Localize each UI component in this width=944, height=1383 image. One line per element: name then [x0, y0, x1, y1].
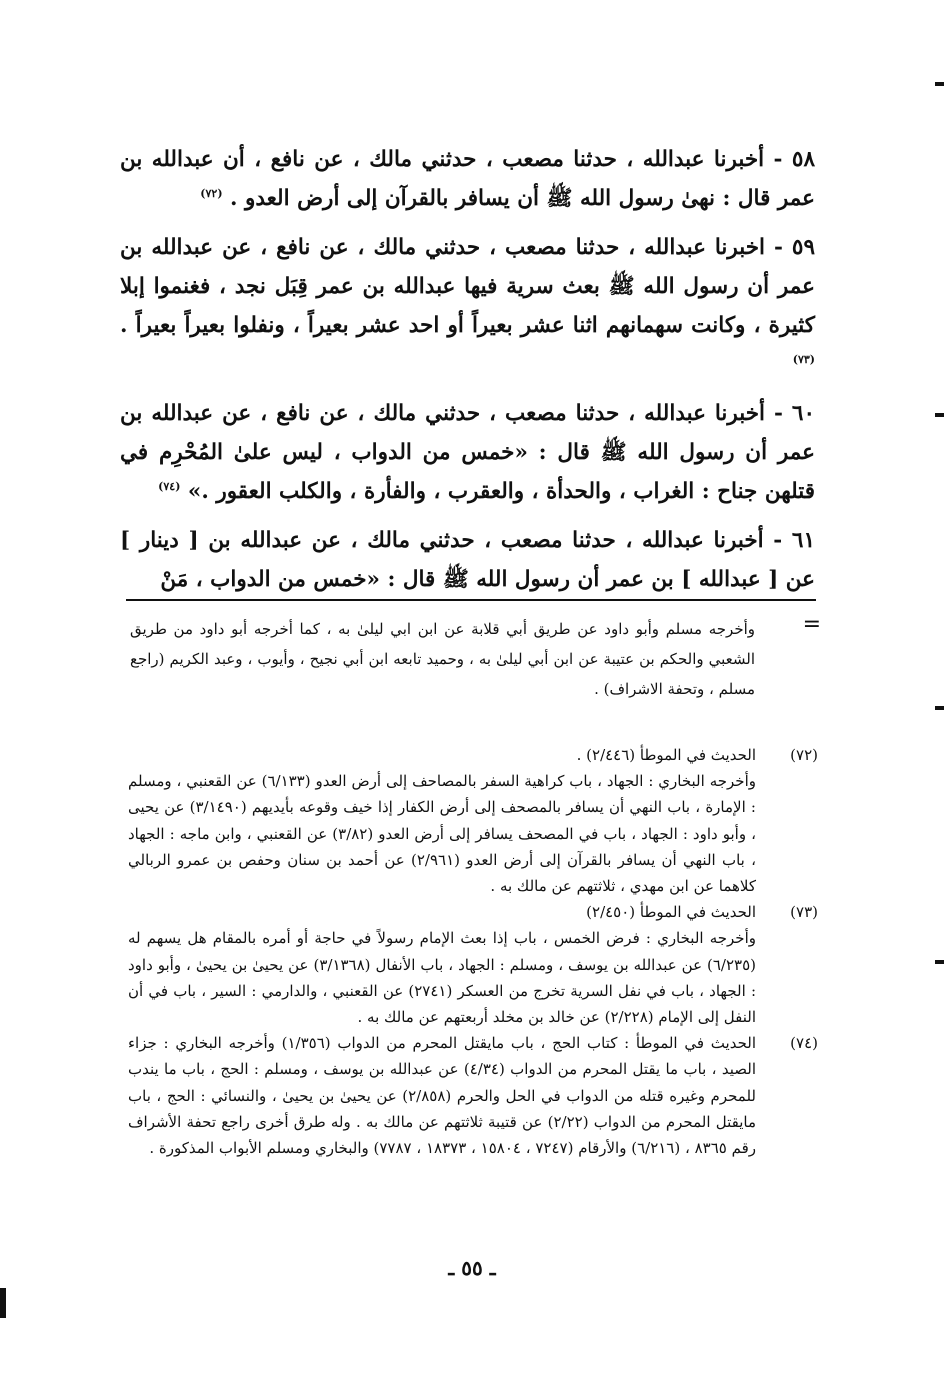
footnote-72	[128, 742, 818, 899]
footnote-number: (٧٤)	[790, 1034, 818, 1053]
edge-tick-mid	[935, 413, 944, 417]
page-number: ـ ٥٥ ـ	[448, 1256, 496, 1280]
hadith-59	[120, 228, 815, 384]
hadith-60-text: ٦٠ - أخبرنا عبدالله ، حدثنا مصعب ، حدثني مالك ، عن نافع ، عن عبدالله بن عمر أن رسول الله ﷺ قال : «خمس من الدواب ، ليس علىٰ المُحْرِم في قتلهن جناح : الغراب ، والحدأة ، والعقرب ، والفأرة ، والكلب العقور .»	[120, 401, 815, 504]
footnote-ref-74: (٧٤)	[158, 479, 181, 493]
hadith-59-text: ٥٩ - اخبرنا عبدالله ، حدثنا مصعب ، حدثني مالك ، عن نافع ، عن عبدالله بن عمر أن رسول الله ﷺ بعث سرية فيها عبدالله بن عمر قِبَل نجد ، فغنموا إبلا كثيرة ، وكانت سهمانهم اثنا عشر بعيراً أو احد عشر بعيراً ، ونفلوا بعيراً بعيراً .	[120, 235, 815, 338]
edge-tick-top	[935, 82, 944, 86]
footnote-ref-73: (٧٣)	[792, 352, 815, 366]
hadith-60	[120, 394, 815, 511]
footnote-separator	[126, 599, 816, 601]
hadith-61-text: ٦١ - أخبرنا عبدالله ، حدثنا مصعب ، حدثني مالك ، عن عبدالله بن [ دينار ] عن [ عبدالله ] بن عمر أن رسول الله ﷺ قال : «خمس من الدواب ، مَنْ	[120, 528, 815, 592]
footnote-number: (٧٢)	[790, 746, 818, 764]
footnote-line: وأخرجه البخاري : الجهاد ، باب كراهية السفر بالمصاحف إلى أرض العدو (٦/١٣٣) عن القعنبي ، ومسلم : الإمارة ، باب النهي أن يسافر بالمصحف إلى أرض الكفار إذا خيف وقوعه بأيديهم (٣/١٤٩٠) عن يحيى ، وأبو داود : الجهاد ، باب في المصحف يسافر إلى أرض العدو (٣/٨٢) عن القعنبي ، وابن ماجه : الجهاد ، باب النهي أن يسافر بالقرآن إلى أرض العدو (٢/٩٦١) عن أحمد بن سنان وحفص بن عمرو الربالي كلاهما عن ابن مهدي ، ثلاثتهم عن مالك به .	[128, 772, 756, 896]
footnote-line: الحديث في الموطأ (٢/٤٥٠)	[586, 903, 756, 922]
edge-tick-bottom	[935, 960, 944, 964]
continued-footnote: وأخرجه مسلم وأبو داود عن طريق أبي قلابة عن ابن ابي ليلىٰ به ، كما أخرجه أبو داود من طريق الشعبي والحكم بن عتيبة عن ابن أبي ليلىٰ به ، وحميد تابعه ابن أبي نجيح ، وأيوب ، وعبد الكريم (راجع مسلم ، وتحفة الاشراف) .	[130, 620, 755, 698]
footnotes	[128, 742, 818, 1161]
hadith-text-block	[120, 140, 815, 609]
footnote-number: (٧٣)	[790, 903, 818, 922]
left-edge-mark	[0, 1288, 6, 1318]
hadith-58	[120, 140, 815, 218]
footnote-line: وأخرجه البخاري : فرض الخمس ، باب إذا بعث الإمام رسولاً في حاجة أو أمره بالمقام هل يسهم له (٦/٢٣٥) عن عبدالله بن يوسف ، ومسلم : الجهاد ، باب الأنفال (٣/١٣٦٨) عن يحيىٰ بن يحيىٰ ، وأبو داود : الجهاد ، باب في نفل السرية تخرج من العسكر (٢٧٤١) عن القعنبي ، والدارمي : السير ، باب في أن النفل إلى الإمام (٢/٢٢٨) عن خالد بن مخلد أربعتهم عن مالك به .	[128, 929, 756, 1027]
continuation-mark: =	[802, 612, 821, 637]
footnote-line: الحديث في الموطأ (٢/٤٤٦) .	[576, 746, 756, 764]
footnote-74	[128, 1030, 818, 1161]
edge-tick-lower	[935, 706, 944, 710]
footnote-line: الحديث في الموطأ : كتاب الحج ، باب مايقتل المحرم من الدواب (١/٣٥٦) وأخرجه البخاري : جزاء الصيد ، باب ما يقتل المحرم من الدواب (٤/٣٤) عن عبدالله بن يوسف ، ومسلم : الحج ، باب ما يندب للمحرم وغيره قتله من الدواب في الحل والحرم (٢/٨٥٨) عن يحيىٰ بن يحيىٰ ، والنسائي : الحج ، باب مايقتل المحرم من الدواب (٢/٢٢) عن قتيبة ثلاثتهم عن مالك به . وله طرق أخرى راجع تحفة الأشراف رقم ٨٣٦٥ ، (٦/٢١٦) والأرقام (٧٢٤٧ ، ١٥٨٠٤ ، ١٨٣٧٣ ، ٧٧٨٧) والبخاري ومسلم الأبواب المذكورة .	[128, 1034, 756, 1158]
hadith-58-text: ٥٨ - أخبرنا عبدالله ، حدثنا مصعب ، حدثني مالك ، عن نافع ، أن عبدالله بن عمر قال : نهىٰ رسول الله ﷺ أن يسافر بالقرآن إلى أرض العدو .	[120, 147, 815, 211]
footnote-73	[128, 899, 818, 1030]
footnote-ref-72: (٧٢)	[200, 186, 223, 200]
hadith-61	[120, 521, 815, 599]
